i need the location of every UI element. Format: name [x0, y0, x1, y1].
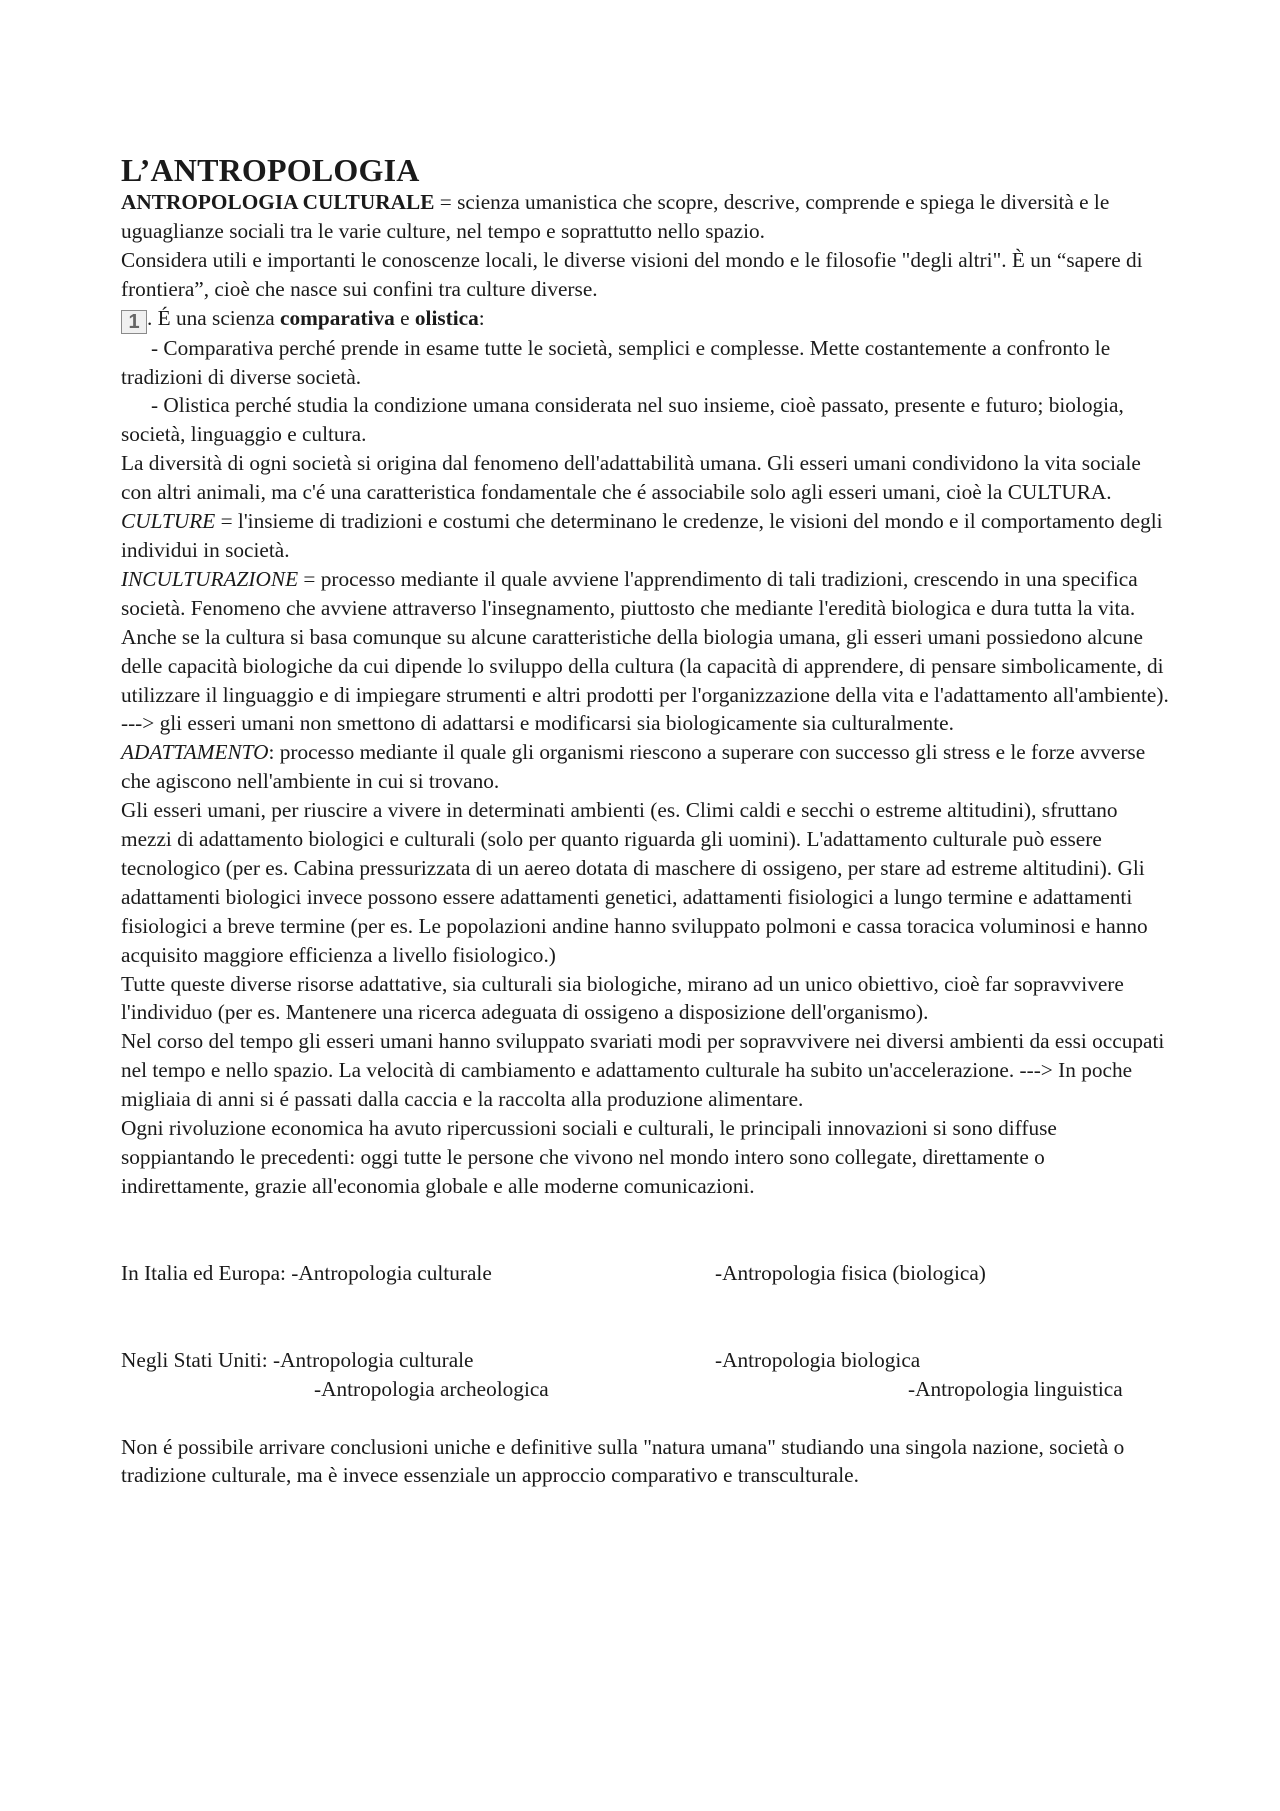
olistica-keyword: olistica [414, 305, 479, 330]
rivoluzione-paragraph: Ogni rivoluzione economica ha avuto ripercussioni sociali e culturali, le principali innovazioni si sono diffuse soppiantando le precedenti: oggi tutte le persone che vivono nel mondo intero sono collegate, direttamente o indirettamente, grazie all'economia globale e alle moderne comunicazioni. [121, 1116, 1057, 1198]
comparativa-text: - Comparativa perché prende in esame tutte le società, semplici e complesse. Mette costantemente a confronto le tradizioni di diverse società. [121, 335, 1111, 389]
italia-left: In Italia ed Europa: -Antropologia culturale [121, 1260, 492, 1285]
list-item-conj: e [394, 305, 415, 330]
intro-term: ANTROPOLOGIA CULTURALE [121, 190, 435, 214]
adattamento-definition: : processo mediante il quale gli organismi riescono a superare con successo gli stress e le forze avverse che agiscono nell'ambiente in cui si trovano. [121, 740, 1146, 794]
usa-row-1 [121, 1346, 1171, 1375]
comparativa-paragraph [121, 334, 1171, 392]
adattamento-paragraph [121, 738, 1171, 796]
usa-left-2: -Antropologia archeologica [314, 1376, 549, 1401]
inculturazione-paragraph [121, 565, 1171, 738]
olistica-paragraph [121, 391, 1171, 449]
inculturazione-definition: = processo mediante il quale avviene l'apprendimento di tali tradizioni, crescendo in una specifica società. Fenomeno che avviene attraverso l'insegnamento, piuttosto che mediante l'eredità biologica e dura tutta la vita. Anche se la cultura si basa comunque su alcune caratteristiche della biologia umana, gli esseri umani possiedono alcune delle capacità biologiche da cui dipende lo sviluppo della cultura (la capacità di apprendere, di pensare simbolicamente, di utilizzare il linguaggio e di impiegare strumenti e altri prodotti per l'organizzazione della vita e l'adattamento all'ambiente). ---> gli esseri umani non smettono di adattarsi e modificarsi sia biologicamente sia culturalmente. [121, 566, 1169, 736]
italia-right: -Antropologia fisica (biologica) [715, 1260, 986, 1285]
list-item-heading [121, 304, 1171, 334]
ambienti-paragraph: Gli esseri umani, per riuscire a vivere in determinati ambienti (es. Climi caldi e secchi o estreme altitudini), sfruttano mezzi di adattamento biologici e culturali (solo per quanto riguarda gli uomini). L'adattamento culturale può essere tecnologico (per es. Cabina pressurizzata di un aereo dotata di maschere di ossigeno, per stare ad estreme altitudini). Gli adattamenti biologici invece possono essere adattamenti genetici, adattamenti fisiologici a lungo termine e adattamenti fisiologici a breve termine (per es. Le popolazioni andine hanno sviluppato polmoni e cassa toracica voluminosi e hanno acquisito maggiore efficienza a livello fisiologico.) [121, 798, 1148, 967]
list-item-suffix: : [478, 305, 485, 330]
culture-term: CULTURE [121, 509, 216, 534]
tempo-paragraph: Nel corso del tempo gli esseri umani hanno sviluppato svariati modi per sopravvivere nei diversi ambienti da essi occupati nel tempo e nello spazio. La velocità di cambiamento e adattamento culturale ha subito un'accelerazione. ---> In poche migliaia di anni si é passati dalla caccia e la raccolta alla produzione alimentare. [121, 1029, 1165, 1112]
italia-row [121, 1259, 1171, 1288]
risorse-paragraph: Tutte queste diverse risorse adattative, sia culturali sia biologiche, mirano ad un unico obiettivo, cioè far sopravvivere l'individuo (per es. Mantenere una ricerca adeguata di ossigeno a disposizione dell'organismo). [121, 971, 1124, 1025]
comparativa-keyword: comparativa [280, 305, 395, 330]
usa-right-1: -Antropologia biologica [715, 1347, 921, 1372]
usa-row-2 [121, 1375, 1171, 1404]
diversita-paragraph: La diversità di ogni società si origina dal fenomeno dell'adattabilità umana. Gli esseri umani condividono la vita sociale con altri animali, ma c'é una caratteristica fondamentale che é associabile solo agli esseri umani, cioè la CULTURA. [121, 451, 1141, 505]
olistica-text: - Olistica perché studia la condizione umana considerata nel suo insieme, cioè passato, presente e futuro; biologia, società, linguaggio e cultura. [121, 393, 1124, 447]
page-title: L’ANTROPOLOGIA [121, 152, 420, 188]
culture-paragraph [121, 507, 1171, 565]
culture-definition: = l'insieme di tradizioni e costumi che determinano le credenze, le visioni del mondo e il comportamento degli individui in società. [121, 509, 1163, 562]
conclusione-paragraph: Non é possibile arrivare conclusioni uniche e definitive sulla "natura umana" studiando una singola nazione, società o tradizione culturale, ma è invece essenziale un approccio comparativo e transculturale. [121, 1434, 1125, 1488]
document-page [121, 150, 1171, 1490]
list-item-prefix: . É una scienza [147, 305, 281, 330]
inculturazione-term: INCULTURAZIONE [121, 566, 299, 591]
list-number-badge: 1 [121, 310, 147, 334]
intro-definition: = scienza umanistica che scopre, descrive, comprende e spiega le diversità e le uguaglianze sociali tra le varie culture, nel tempo e soprattutto nello spazio. [121, 190, 1110, 243]
frontiera-paragraph: Considera utili e importanti le conoscenze locali, le diverse visioni del mondo e le filosofie "degli altri". È un “sapere di frontiera”, cioè che nasce sui confini tra culture diverse. [121, 247, 1143, 301]
usa-left-1: Negli Stati Uniti: -Antropologia culturale [121, 1347, 474, 1372]
intro-paragraph [121, 188, 1171, 246]
usa-right-2: -Antropologia linguistica [908, 1376, 1123, 1401]
adattamento-term: ADATTAMENTO [121, 740, 269, 765]
